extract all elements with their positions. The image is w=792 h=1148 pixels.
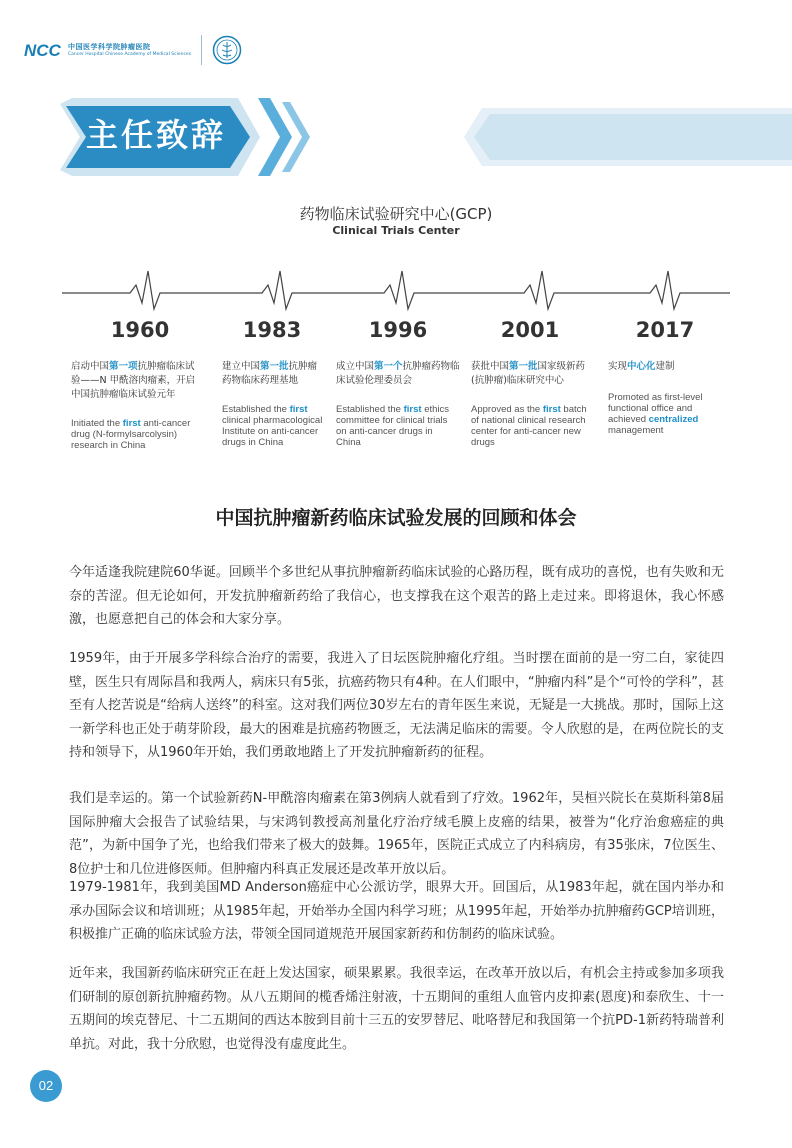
milestone-en: Promoted as first-level functional office and achieved centralized management: [608, 392, 703, 436]
article-title: 中国抗肿瘤新药临床试验发展的回顾和体会: [215, 507, 577, 529]
milestone-cn: 建立中国第一批抗肿瘤药物临床药理基地: [222, 361, 318, 386]
gcp-title: 药物临床试验研究中心(GCP): [299, 205, 493, 223]
milestone-en: Established the first clinical pharmacological Institute on anti-cancer drugs in China: [222, 404, 323, 448]
article-paragraph-3: 我们是幸运的。第一个试验新药N-甲酰溶肉瘤素在第3例病人就看到了疗效。1962年，吴桓兴院长在莫斯科第8届国际肿瘤大会报告了试验结果，与宋鸿钊教授高剂量化疗治疗绒毛膜上皮癌的结果，被誉为“化疗治愈癌症的典范”，为新中国争了光，也给我们带来了极大的鼓舞。1965年，医院正式成立了内科病房，有35张床，7位医生、8位护士和几位进修医师。但肿瘤内科真正发展还是改革开放以后。: [69, 791, 724, 877]
milestone-1996: [336, 360, 460, 448]
article-paragraph-5: 近年来，我国新药临床研究正在赶上发达国家，硕果累累。我很幸运，在改革开放以后，有机会主持或参加多项我们研制的原创新抗肿瘤药物。从八五期间的榄香烯注射液，十五期间的重组人血管内皮抑素(恩度)和泰欣生、十一五期间的埃克替尼、十二五期间的西达本胺到目前十三五的安罗替尼、吡咯替尼和我国第一个抗PD-1新药特瑞普利单抗。对此，我十分欣慰，也觉得没有虚度此生。: [69, 966, 724, 1052]
logo-en-text: Cancer Hospital Chinese Academy of Medical Sciences: [68, 51, 192, 57]
timeline-line: [0, 265, 792, 315]
milestone-2001: [471, 360, 597, 448]
milestone-en: Established the first ethics committee for clinical trials on anti-cancer drugs in China: [336, 404, 450, 448]
milestone-cn: 获批中国第一批国家级新药(抗肿瘤)临床研究中心: [471, 361, 586, 386]
timeline-year-1983: 1983: [242, 318, 302, 342]
milestone-en: Initiated the first anti-cancer drug (N-formylsarcolysin) research in China: [71, 418, 191, 451]
milestone-1960: [71, 360, 199, 451]
logo-divider: [201, 35, 202, 65]
svg-text:NCC: NCC: [24, 41, 61, 60]
hospital-seal-icon: [212, 35, 242, 65]
milestone-2017: [608, 360, 726, 436]
article-paragraph-1: 今年适逢我院建院60华诞。回顾半个多世纪从事抗肿瘤新药临床试验的心路历程，既有成功的喜悦，也有失败和无奈的苦涩。但无论如何，开发抗肿瘤新药给了我信心，也支撑我在这个艰苦的路上走过来。即将退休，我心怀感激，也愿意把自己的体会和大家分享。: [69, 565, 724, 627]
hospital-logo: [24, 40, 191, 60]
timeline-year-2001: 2001: [500, 318, 560, 342]
article-paragraph-2: 1959年，由于开展多学科综合治疗的需要，我进入了日坛医院肿瘤化疗组。当时摆在面前的是一穷二白，家徒四壁，医生只有周际昌和我两人，病床只有5张，抗癌药物只有4种。在人们眼中，“肿瘤内科”是个“可怜的学科”，甚至有人挖苦说是“给病人送终”的科室。这对我们两位30岁左右的青年医生来说，无疑是一大挑战。那时，国际上这一新学科也正处于萌芽阶段，最大的困难是抗癌药物匮乏，无法满足临床的需要。令人欣慰的是，在两位院长的支持和领导下，从1960年开始，我们勇敢地踏上了开发抗肿瘤新药的征程。: [69, 651, 724, 760]
logo-cn-text: 中国医学科学院肿瘤医院: [68, 43, 151, 52]
timeline-year-1996: 1996: [368, 318, 428, 342]
ncc-logo-icon: [24, 40, 62, 60]
header-logos: [24, 30, 242, 70]
milestone-cn: 启动中国第一项抗肿瘤临床试验——N 甲酰溶肉瘤素，开启中国抗肿瘤临床试验元年: [71, 361, 196, 400]
banner-title: 主任致辞: [86, 116, 227, 154]
timeline-year-1960: 1960: [110, 318, 170, 342]
gcp-subtitle: Clinical Trials Center: [332, 224, 460, 237]
article-paragraph-4: 1979-1981年，我到美国MD Anderson癌症中心公派访学，眼界大开。回国后，从1983年起，就在国内举办和承办国际会议和培训班；从1985年起，开始举办全国内科学习班；从1995年起，开始举办抗肿瘤药GCP培训班，积极推广正确的临床试验方法，带领全国同道规范开展国家新药和仿制药的临床试验。: [69, 880, 724, 942]
milestone-en: Approved as the first batch of national clinical research center for anti-cancer new drugs: [471, 404, 587, 448]
milestone-cn: 实现中心化建制: [608, 361, 675, 372]
page-number-badge: 02: [30, 1070, 62, 1102]
timeline-year-2017: 2017: [635, 318, 695, 342]
milestone-cn: 成立中国第一个抗肿瘤药物临床试验伦理委员会: [336, 361, 460, 386]
milestone-1983: [222, 360, 326, 448]
